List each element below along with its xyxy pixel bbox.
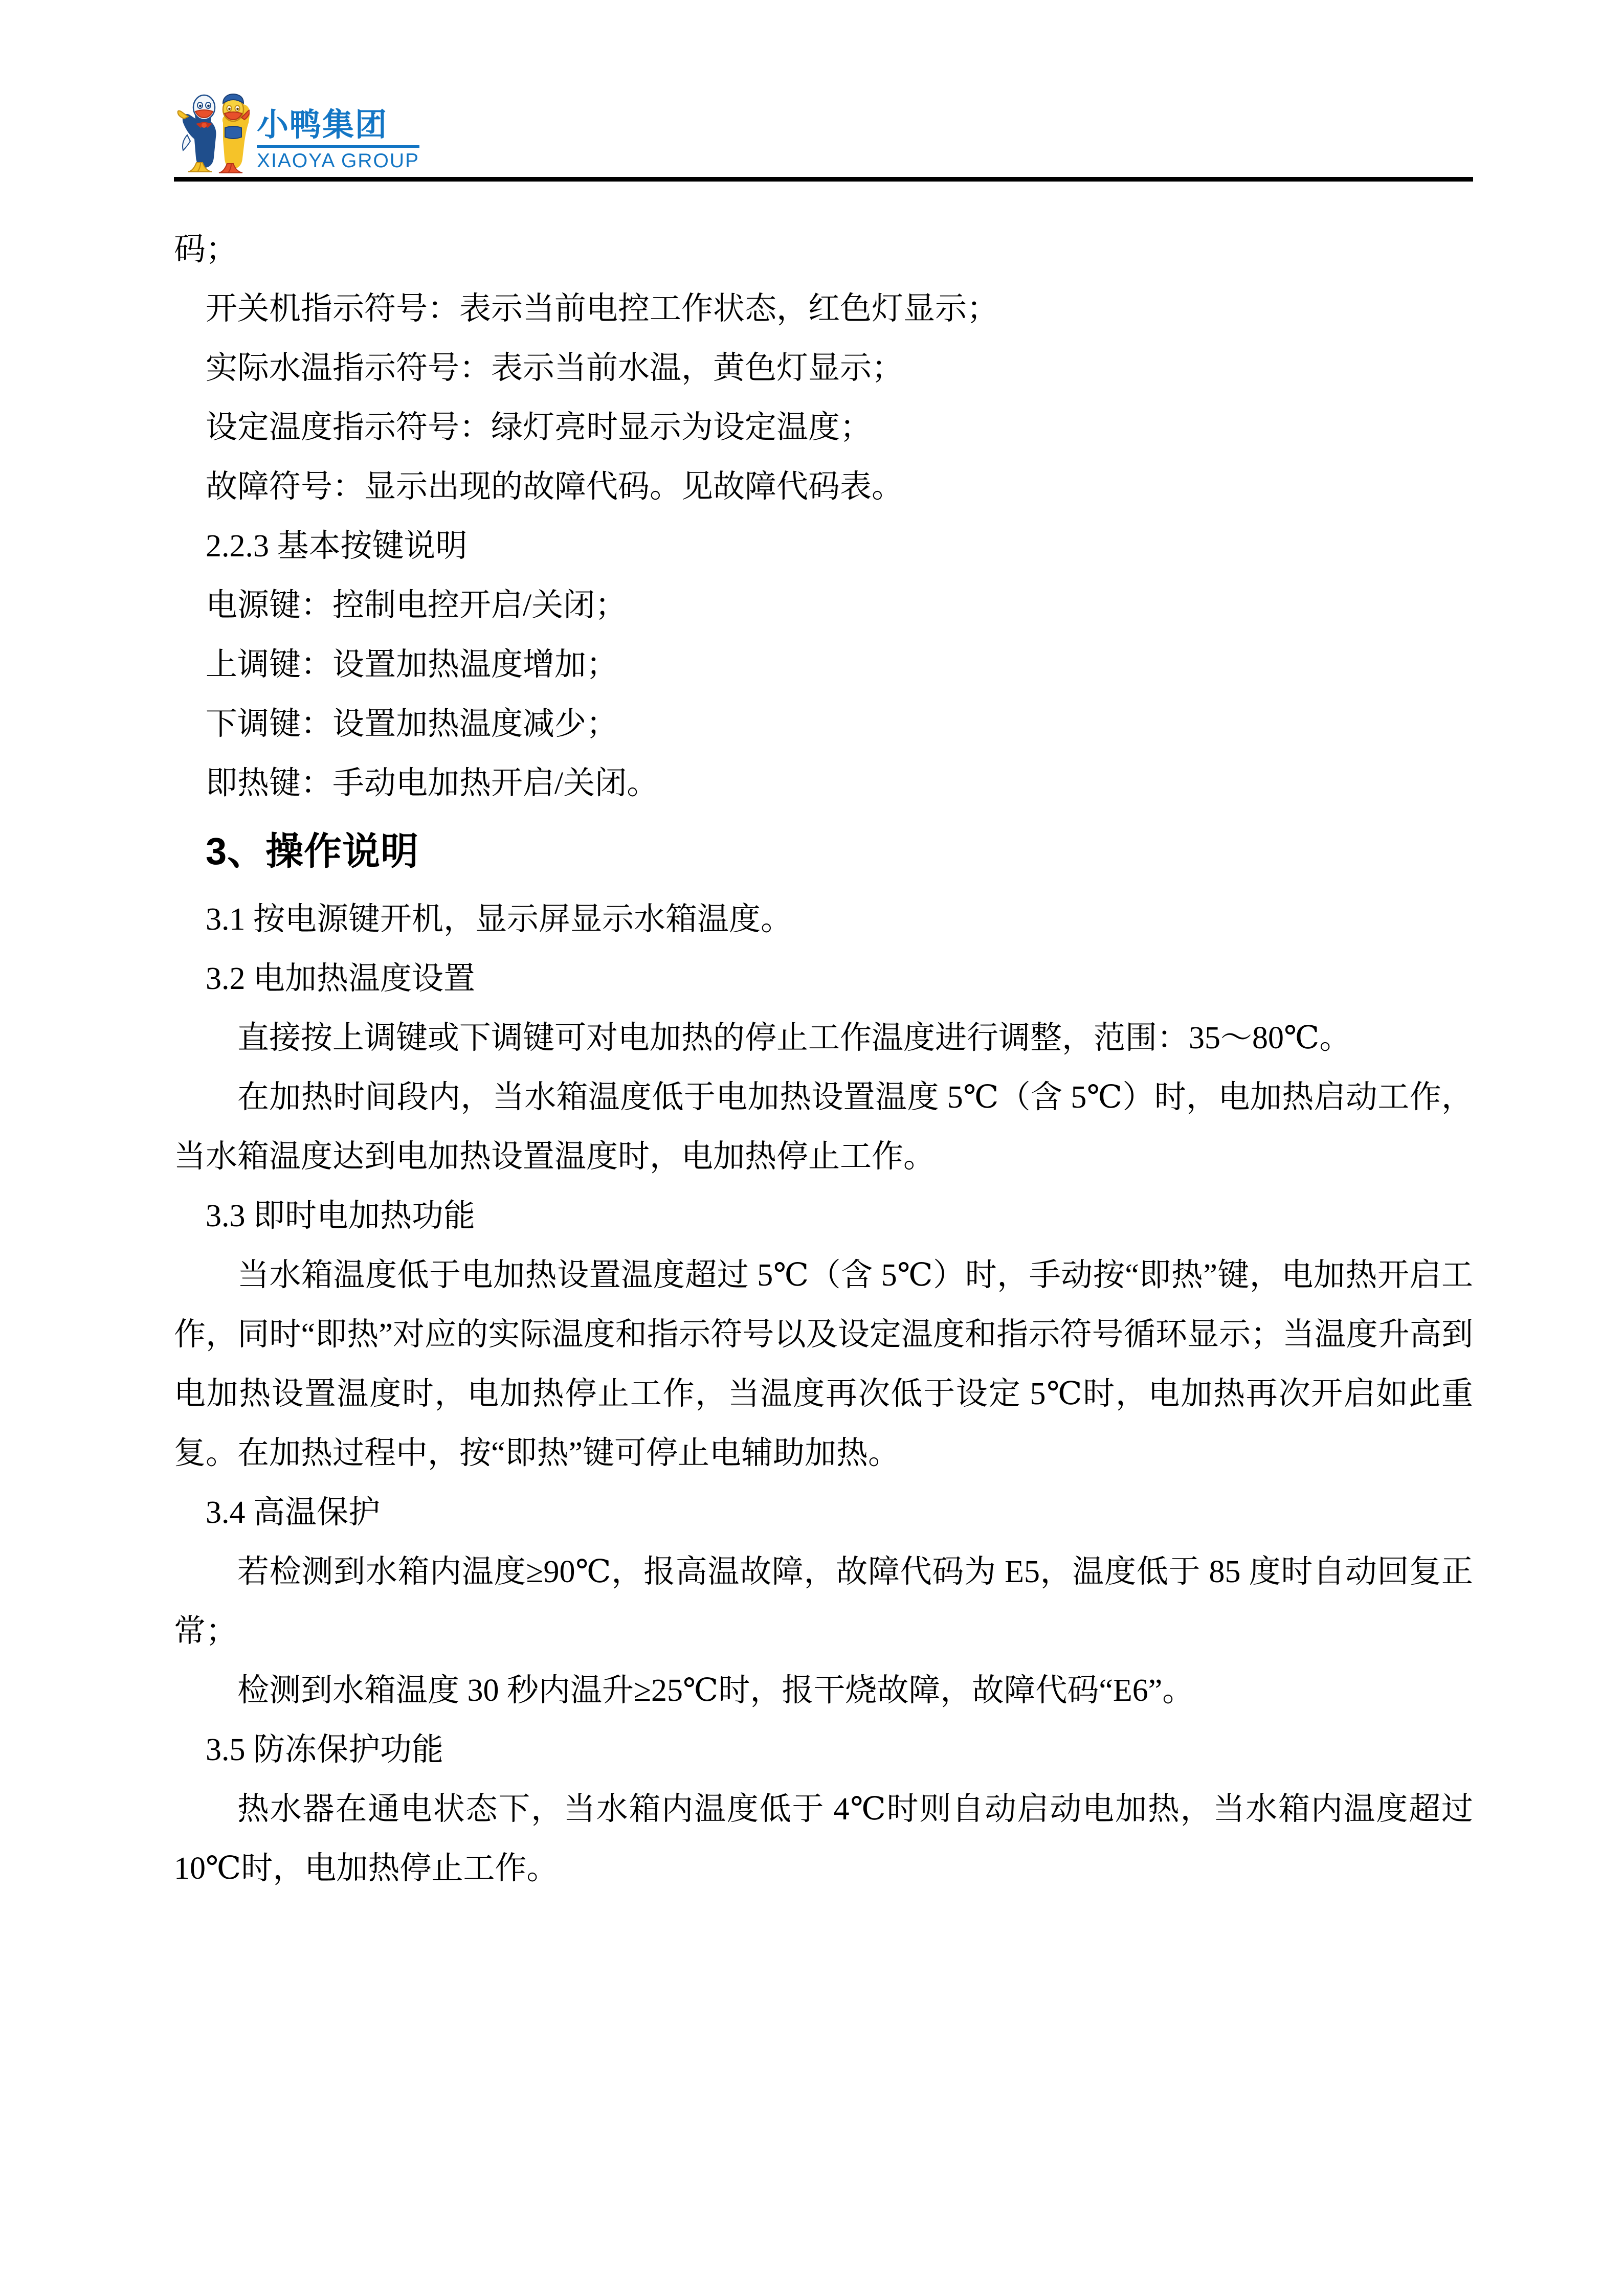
section-223-title: 2.2.3 基本按键说明 — [206, 529, 468, 564]
indicator-line-set-temp: 设定温度指示符号：绿灯亮时显示为设定温度； — [206, 410, 872, 445]
item-3-4-title: 3.4 高温保护 — [206, 1495, 381, 1530]
logo-wordmark — [257, 109, 419, 171]
company-logo — [174, 77, 419, 174]
item-3-2-paragraph-1: 直接按上调键或下调键可对电加热的停止工作温度进行调整，范围：35～80℃。 — [237, 1021, 1351, 1055]
key-line-power: 电源键：控制电控开启/关闭； — [206, 588, 627, 623]
item-3-5-title: 3.5 防冻保护功能 — [206, 1732, 444, 1767]
item-3-4-paragraph-1: 若检测到水箱内温度≥90℃，报高温故障，故障代码为 E5，温度低于 85 度时自动回复正常； — [174, 1555, 1473, 1649]
key-line-instant-heat: 即热键：手动电加热开启/关闭。 — [206, 766, 659, 801]
logo-english-name: XIAOYA GROUP — [257, 150, 420, 172]
logo-divider — [257, 145, 419, 148]
logo-chinese-name: 小鸭集团 — [257, 107, 388, 143]
duck-mascot-icon — [174, 86, 250, 174]
key-line-up: 上调键：设置加热温度增加； — [206, 647, 618, 682]
indicator-line-power: 开关机指示符号：表示当前电控工作状态，红色灯显示； — [206, 291, 999, 326]
key-line-down: 下调键：设置加热温度减少； — [206, 707, 618, 741]
indicator-line-fault: 故障符号：显示出现的故障代码。见故障代码表。 — [206, 469, 904, 504]
item-3-2-paragraph-2: 在加热时间段内，当水箱温度低于电加热设置温度 5℃（含 5℃）时，电加热启动工作，当水箱温度达到电加热设置温度时，电加热停止工作。 — [174, 1080, 1473, 1174]
section-3-heading: 3、操作说明 — [206, 830, 419, 872]
item-3-1: 3.1 按电源键开机，显示屏显示水箱温度。 — [206, 902, 793, 937]
paragraph-continuation: 码； — [174, 232, 238, 267]
item-3-3-paragraph: 当水箱温度低于电加热设置温度超过 5℃（含 5℃）时，手动按“即热”键，电加热开启工作，同时“即热”对应的实际温度和指示符号以及设定温度和指示符号循环显示；当温度升高到电加热设置温度时，电加热停止工作，当温度再次低于设定 5℃时，电加热再次开启如此重复。在加热过程中，按“即热”键可停止电辅助加热。 — [174, 1258, 1473, 1471]
item-3-4-paragraph-2: 检测到水箱温度 30 秒内温升≥25℃时，报干烧故障，故障代码“E6”。 — [237, 1673, 1194, 1708]
indicator-line-actual-temp: 实际水温指示符号：表示当前水温，黄色灯显示； — [206, 351, 904, 386]
item-3-3-title: 3.3 即时电加热功能 — [206, 1199, 476, 1233]
document-body — [174, 220, 1473, 1898]
item-3-5-paragraph: 热水器在通电状态下，当水箱内温度低于 4℃时则自动启动电加热，当水箱内温度超过 10℃时，电加热停止工作。 — [174, 1792, 1473, 1886]
header-horizontal-rule — [174, 177, 1473, 182]
page-header — [174, 77, 1473, 187]
item-3-2-title: 3.2 电加热温度设置 — [206, 961, 476, 996]
